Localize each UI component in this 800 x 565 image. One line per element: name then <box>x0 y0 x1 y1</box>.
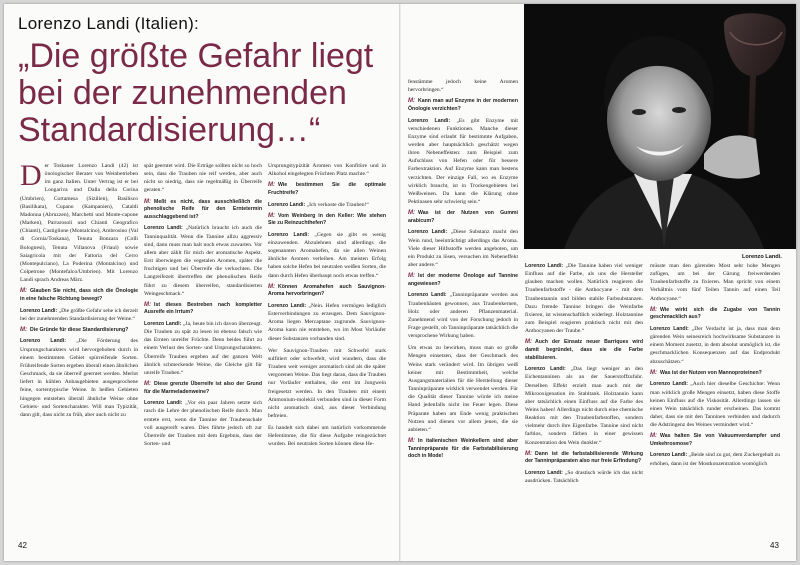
answer: Lorenzo Landi: „Die Förderung des Ursprungscharakters wird hervorgehoben durch in einem bestimmten Gebiet spürreifende Sorten. Frühreifende Sorten ergeben überall einen ähnlichen Geschmack, da sie überreif geerntet werden. Merlot liefert in kühlen Anbaugebieten ausgesprochene feine, sortentypische Weine. In heißen Gebieten hingegen entstehen überall ähnliche Weine ohne Gebiets- und Sortencharakter. Will man Typizität, dann gilt, dass nicht zu früh, aber auch nicht zu <box>20 338 138 418</box>
answer: Um etwas zu bewirken, muss man so große Mengen einsetzen, dass der Geschmack des Weins stark verändert wird. Im übrigen weiß keiner mit Bestimmtheit, welche Ausgangsmaterialien für die Herstellung dieser Tanninpräparate wirklich verwendet werden. Für die Qualität dieser Tannine würde ich meine Hand jedenfalls nicht ins Feuer legen. Diese Präparate haben am Ende wenig praktischen Nutzen und dienen vor allem jenen, die sie anbieten.“ <box>408 345 518 433</box>
answer: Ursprungstypizität Aromen von Konfitüre und in Alkohol eingelegten Früchten Platz machte.“ <box>268 163 386 178</box>
answer: Lorenzo Landi: „Beide sind zu gut, dem Zuckergehalt zu erhöhen, dann ist der Mostkonzentration womöglich <box>650 452 780 467</box>
left-column-2 <box>144 162 262 540</box>
right-column-1 <box>408 78 518 540</box>
answer: Lorenzo Landi: „Die Tannine haben viel weniger Einfluss auf die Farbe, als uns die Hersteller glauben machen wollen. Natürlich reagieren die Traubenfarbstoffe - die Anthocyane - mit dem Traubentannin und bilden stabile Farbsubstanzen. Dazu fremde Tannine bringen die Weinfarbe fixieren, ist wissenschaftlich widerlegt. Holztannine zum Beispiel reagieren praktisch nicht mit den Anthocyanen der Traube.“ <box>525 263 643 335</box>
answer: Wer Sauvignon-Trauben mit Schwefel stark sulfitiert oder schwefelt, wird wundern, dass die Trauben weit weniger aromatisch sind als die später vergorenen Weine. Das liegt daran, dass die Trauben nur Vorläufer enthalten, die erst im Jungwein freigesetzt werden. In den Trauben mit einem Ammonium-molekül verbunden sind in dieser Form nicht aromatisch sind, aus dieser Verbindung befreien. <box>268 347 386 419</box>
answer: Lorenzo Landi: „Der Verdacht ist ja, dass man dem gärenden Wein seinesreich hochwirksame Substanzen in einem Moment zusetzt, in dem absolut unmöglich ist, die geschmacklichen Konsequenzen auf das Endprodukt abzuschätzen.“ <box>650 325 780 365</box>
question: M: Was halten Sie von Vakuumverdampfer und Umkehrosmose? <box>650 433 780 447</box>
answer: Lorenzo Landi: „So drastisch würde ich das nicht ausdrücken. Tatsächlich <box>525 469 643 485</box>
answer: Lorenzo Landi: „Das liegt weniger an den Eichentanninen als an der Sauerstoffzufuhr. Derselben Effekt erzielt man auch mit der Mikrooxigenation im Stahltank. Holztannin kann aber tatsächlich einen Einfluss auf die Farbe des Weins haben! Allerdings nicht durch eine chemische Reaktion mit den Traubenfarbstoffen, sondern vielmehr durch ihre Eigenfarbe. Tannine sind nicht farblos, sondern färben in einer gewissen Konzentration den Wein dunkler.“ <box>525 366 643 446</box>
question: M: Vom Weinberg in den Keller: Wie stehen Sie zu Reinzuchthefen? <box>268 212 386 227</box>
answer: Lorenzo Landi: „Ja, heute bin ich davon überzeugt. Die Trauben zu spät zu lesen ist ebenso falsch wie das Ernten unreifer Früchte. Denn beides führt zu einem Verlust des Sorten- und Ursprungscharakters. Überreife Trauben ergeben auf der ganzen Welt ähnlich schmeckende Weine, die Gleiche gilt für unreife Trauben.“ <box>144 321 262 376</box>
portrait-photo <box>524 4 796 249</box>
question: M: Wie bestimmen Sie die optimale Fruchtreife? <box>268 182 386 196</box>
question: M: Diese grenzte Überreife ist also der Grund für die Marmeladenweine? <box>144 381 262 395</box>
question: M: Kann man auf Enzyme in der modernen Önologie verzichten? <box>408 98 518 112</box>
answer: Lorenzo Landi: „Auch hier dieselbe Geschichte: Wenn man wirklich große Mengen einsetzt, haben diese Stoffe keinen Einfluss auf die Viskosität. Allerdings lassen sie einen Wein tatsächlich runder erscheinen. Das kommt daher, dass sie mit den Tanninen verbinden und dadurch die Adstringenz des Weines vermindert wird.“ <box>650 381 780 429</box>
right-column-2 <box>525 262 643 540</box>
author-title: Lorenzo Landi (Italien): <box>18 14 200 33</box>
left-column-3 <box>268 162 386 540</box>
answer: Lorenzo Landi: „Gegen sie gibt es wenig einzuwenden. Abzulehnen sind allerdings die sogenannten Aromahefen, da sie allen Weinen ähnliche Aromen verleihen. Am meisten Erfolg haben solche Hefen bei neutralen weißen Sorten, die dann durch Hefen überhaupt noch etwas treffen.“ <box>268 231 386 279</box>
question: M: Ist dieses Bestreben nach kompletter Ausreife ein Irrtum? <box>144 301 262 316</box>
answer: Lorenzo Landi: „Die größte Gefahr sehe ich derzeit bei der zunehmenden Standardisierung der Weine.“ <box>20 307 138 322</box>
question: M: Wie wirkt sich die Zugabe von Tannin geschmacklich aus? <box>650 306 780 321</box>
question: M: Ist der moderne Önologe auf Tannine angewiesen? <box>408 273 518 287</box>
answer: fenstämme jedoch keine Aromen hervorbringen.“ <box>408 79 518 94</box>
question: M: In italienischen Weinkellern sind aber Tanninpräparate für die Farbstabilisierung doch in Mode! <box>408 438 518 460</box>
left-column-1 <box>20 162 138 540</box>
answer: Lorenzo Landi: „Nein. Hefen vermögen lediglich Esterverbindungen zu erzeugen. Dem Sauvignon-Aroma liegen Mercaptane zugrunde. Sauvignon-Aroma kann nie entstehen, wo im Most Vorläufer dieser Substanzen vorhanden sind. <box>268 302 386 342</box>
answer: Es handelt sich dabei um natürlich vorkommende Hefentimme, die für diese Aufgabe reingezüchtet wurden. Bei neutralen Sorten können diese He- <box>268 425 386 448</box>
portrait-image <box>524 4 796 249</box>
question: M: Was ist der Nutzen von Gummi arabicum? <box>408 210 518 224</box>
question: M: Die Gründe für diese Standardisierung? <box>20 326 129 333</box>
answer: Lorenzo Landi: „Es gibt Enzyme mit verschiedenen Funktionen. Manche dieser Enzyme sind erlaubt für bestimmte Aufgaben, werden aber hauptsächlich geschätzt wegen ihren Nebeneffekten: zum Beispiel zum Aufschluss von Hefen oder für bessere Farbextraktion. Auf Enzyme kann man bestens verzichten. Der einzige Fall, wo es Enzyme wirklich braucht, ist in Trockengebieten bei Weißweinen. Da kann die Klärung ohne Pektinasen sehr schwierig sein.“ <box>408 117 518 206</box>
page-number-right: 43 <box>770 541 779 550</box>
page-gutter <box>399 4 401 561</box>
page-number-left: 42 <box>18 541 27 550</box>
intro-paragraph: Der Toskaner Lorenzo Landi (42) ist önologischer Berater von Weinbetrieben im ganz Italien. Unter Vertrag ist er bei Longariva und Dalla della Corina (Umbrien), Cortamesa (Sizilien), Basilisco (Basilikata), Cupano (Kampanien), Cataldi Madonna (Abruzzen), Marchetti und Monte-capone (Marken), Parrarosoli und Chianti Geografico (Chianti), Castiglione (Montalcino), Ambrosino (Val di Cornia/Toskana), Tenuta Bonzara (Colli Bolognesi), Tenuta Villanova (Friaul) sowie Saiagricola mit der Fattoria del Cerro (Montepulciano), La Poderina (Montalcino) und Colpetrone (Montefalco/Umbrien). Mit Lorenzo Landi sprach Andreas März. <box>20 162 138 284</box>
answer: Lorenzo Landi: „Vor ein paar Jahren setzte sich rasch die Lehre der phenolischen Reife durch. Man erntete erst, wenn die Tannine der Traubenschale voll ausgereift waren. Dies führte jedoch oft zur Überreife der Trauben mit dem Ergebnis, dass der Sorten- und <box>144 400 262 448</box>
question: M: Können Aromahefen auch Sauvignon-Aroma hervorbringen? <box>268 283 386 298</box>
answer: Lorenzo Landi: „Ich verkoste die Trauben!“ <box>268 201 369 208</box>
question: M: Meßt es nicht, dass ausschließlich die phenolische Reife für den Erntetermin ausschlaggebend ist? <box>144 198 262 220</box>
answer: Lorenzo Landi: „Natürlich braucht ich auch die Tanninqualität. Wenn die Tannine allzu aggressiv sind, dann muss man halt noch etwas zuwarten. Vor allem aber zählt für mich der aromatische Aspekt. Erst überwiegen die vegetalen Aromen, später die fruchtigen und bei Überreife die verkochten. Die Langreifezeit übertreffen der phenolischen Reife führt zu diesem überreifen, standardisierten Weingeschmack.“ <box>144 225 262 297</box>
right-column-3 <box>650 262 780 540</box>
question: M: Glauben Sie nicht, dass sich die Önologie in eine falsche Richtung bewegt? <box>20 288 138 302</box>
answer: Lorenzo Landi: „Tanninpräparate werden aus Traubenhäuten gewonnen, aus Traubenkernen, Holz oder anderen Pflanzenmaterial. Zunehmend wird von der Forschung jedoch in Frage gestellt, ob Tanninpräparate tatsächlich die versprochene Wirkung haben. <box>408 292 518 340</box>
question: M: Auch der Einsatz neuer Barriques wird damit begründet, dass sie die Farbe stabilisieren. <box>525 339 643 361</box>
answer: spät geerntet wird. Die Erträge sollten nicht so hoch sein, dass die Trauben nie reif werden, aber auch nicht so niedrig, dass sie regelmäßig in Überreife geraten.“ <box>144 163 262 194</box>
question: M: Was ist der Nutzen von Mannoproteinen? <box>650 369 762 376</box>
headline: „Die größte Gefahr liegt bei der zunehmenden Standardisierung…“ <box>18 37 374 149</box>
answer: müsste man den gärenden Most sehr hohe Mengen zufügen, um bei der Gärung freiwerdenden Traubenfarbstoffe zu fixieren. Man spricht von einem Verhältnis vom fünf Teilen Tannin auf einen Teil Anthocyane.“ <box>650 263 780 302</box>
drop-cap: D <box>20 162 42 192</box>
photo-caption: Lorenzo Landi. <box>742 254 782 260</box>
question: M: Dann ist die farbstabilisierende Wirkung der Tanninpräparaten also nur freie Erfindung? <box>525 450 643 465</box>
answer: Lorenzo Landi: „Diese Substanz macht den Wein rund, beeinträchtigt allerdings das Aroma. Viele dieser Hilfsstoffe werden angeboten, um ein Produkt zu lösen, versuchen im Nebeneffekt aber andere.“ <box>408 229 518 269</box>
